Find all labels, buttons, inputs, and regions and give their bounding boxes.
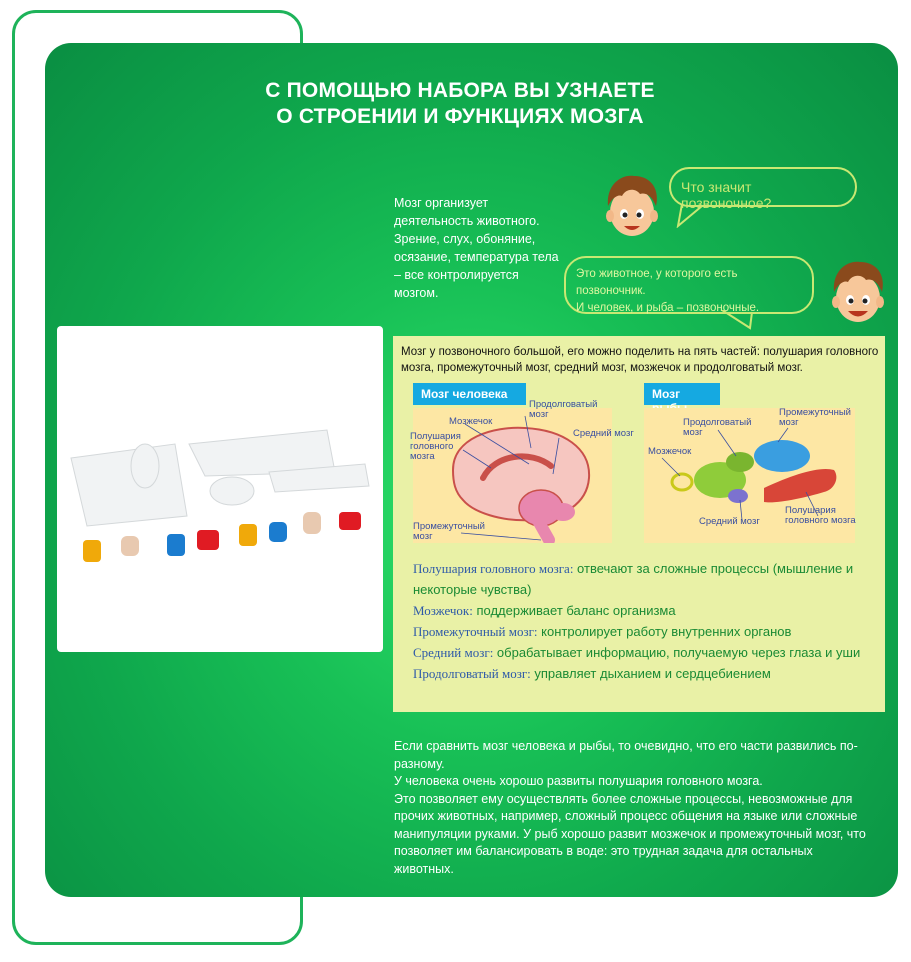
function-item [413,600,883,621]
summary-paragraph: У человека очень хорошо развиты полушария головного мозга. [394,774,763,788]
info-intro: Мозг у позвоночного большой, его можно поделить на пять частей: полушария головного мозга, промежуточный мозг, средний мозг, мозжечок и продолговатый мозг. [401,346,879,374]
intro-text: Мозг организует деятельность животного. Зрение, слух, обоняние, осязание, температура тела – все контролируется мозгом. [394,196,559,300]
function-desc: контролирует работу внутренних органов [537,624,792,639]
fish-cerebellum-label: Мозжечок [648,446,692,457]
bubble-tail-icon [676,204,706,228]
function-desc: поддерживает баланс организма [472,603,676,618]
boy-face-icon [826,256,890,328]
page-title [45,78,875,130]
bubble-answer-line1: Это животное, у которого есть позвоночник. [576,268,738,297]
human-cerebellum-label: Мозжечок [449,416,493,427]
speech-bubble-answer [564,256,814,314]
function-desc: отвечают за сложные процессы (мышление и некоторые чувства) [413,561,854,597]
function-term: Продолговатый мозг: [413,666,531,681]
fish-diencephalon-label: Промежуточный мозг [779,407,851,428]
human-midbrain-label: Средний мозг [573,428,634,439]
summary-paragraph: Это позволяет ему осуществлять более сложные процессы, невозможные для прочих животных, например, сложный процесс общения на языке или сложные манипуляции руками. У рыб хорошо развит мозжечок и промежуточный мозг, что позволяет им балансировать в воде: это трудная задача для остальных животных. [394,791,866,876]
summary-text [394,738,874,878]
bubble-answer-line2: И человек, и рыба – позвоночные. [576,302,760,314]
human-hemispheres-label: Полушария головного мозга [410,431,461,462]
function-item [413,558,883,600]
fish-medulla-label: Продолговатый мозг [683,417,752,438]
function-item [413,642,883,663]
function-item [413,621,883,642]
human-medulla-label: Продолговатый мозг [529,399,598,420]
bubble-tail-icon [720,310,760,330]
human-brain-label: Мозг человека [413,383,526,405]
bubble-question-text: Что значит позвоночное? [681,179,772,211]
kit-photo [57,326,383,652]
summary-paragraph: Если сравнить мозг человека и рыбы, то очевидно, что его части развились по-разному. [394,739,858,771]
function-desc: управляет дыханием и сердцебиением [530,666,771,681]
function-item [413,663,883,684]
function-term: Средний мозг: [413,645,494,660]
boy-face-icon [600,170,664,242]
info-box [393,336,885,712]
function-term: Промежуточный мозг: [413,624,538,639]
fish-midbrain-label: Средний мозг [699,516,760,527]
kit-parts-image [57,326,383,652]
fish-brain-label: Мозг [644,383,720,405]
function-term: Полушария головного мозга: [413,561,574,576]
function-term: Мозжечок: [413,603,473,618]
functions-list [413,558,883,684]
fish-hemispheres-label: Полушария головного мозга [785,505,856,526]
function-desc: обрабатывает информацию, получаемую через глаза и уши [493,645,861,660]
human-diencephalon-label: Промежуточный мозг [413,521,485,542]
speech-bubble-question [669,167,857,211]
page-title-line2: О СТРОЕНИИ И ФУНКЦИЯХ МОЗГА [276,105,644,128]
page-title-line1: С ПОМОЩЬЮ НАБОРА ВЫ УЗНАЕТЕ [265,79,655,102]
